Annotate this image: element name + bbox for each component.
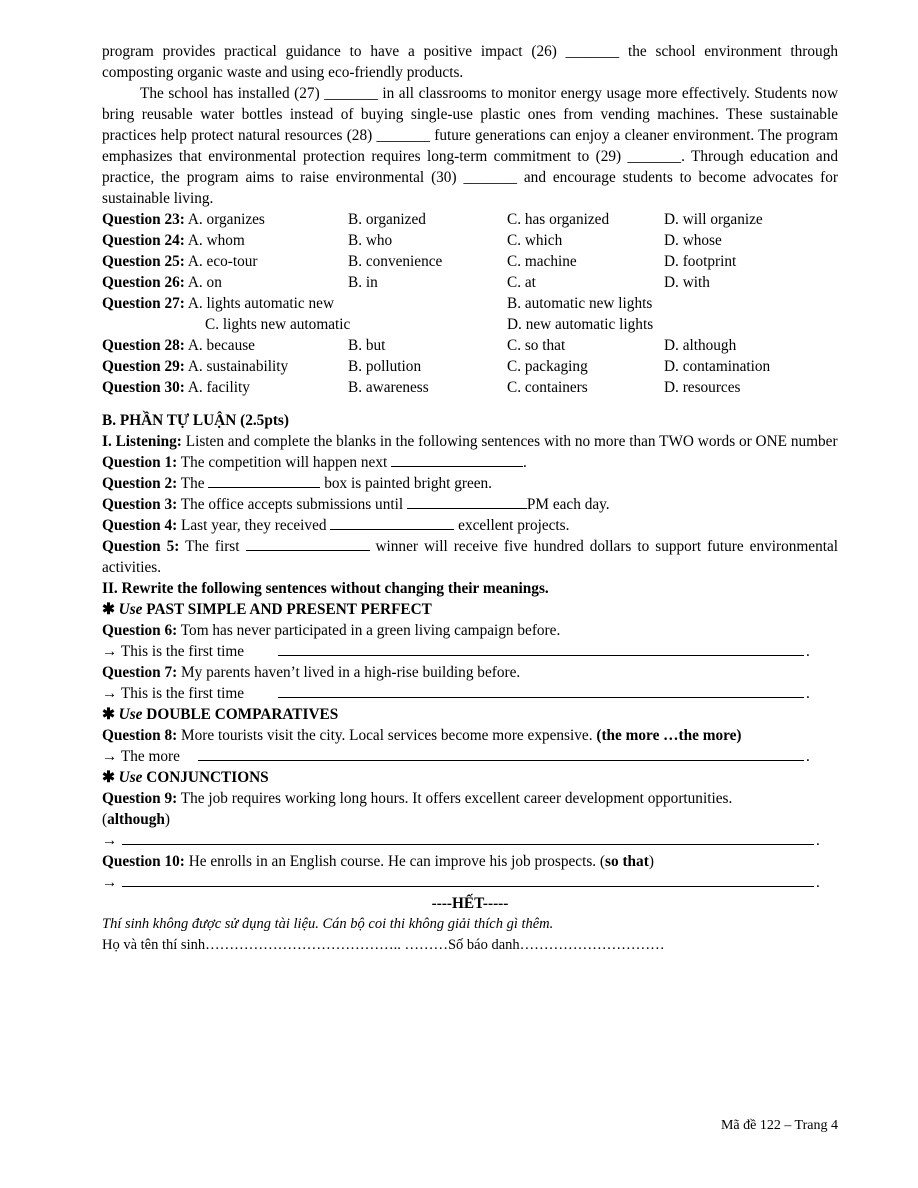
mcq-row [102,377,838,398]
question-label: Question 25: [102,253,185,270]
rewrite-question-8: Question 8: More tourists visit the city. Local services become more expensive. (the more …the more) [102,727,742,744]
listening-instructions: I. Listening: Listen and complete the blanks in the following sentences with no more than TWO words or ONE number [102,433,838,450]
answer-blank[interactable] [208,473,320,488]
listening-question-2: Question 2: The box is painted bright green. [102,475,493,492]
option-a: A. sustainability [187,358,289,375]
answer-line-6[interactable]: → This is the first time . [102,643,810,660]
option-a: A. whom [187,232,245,249]
option-a: A. on [187,274,222,291]
option-a: A. eco-tour [187,253,258,270]
exam-note: Thí sinh không được sử dụng tài liệu. Cán bộ coi thi không giải thích gì thêm. [102,916,554,932]
use-tip-double-comparatives: ✱ Use DOUBLE COMPARATIVES [102,706,339,723]
mcq-row [102,356,838,377]
rewrite-question-9: Question 9: The job requires working long hours. It offers excellent career development opportunities. (although) [102,790,733,828]
passage-paragraph-2: The school has installed (27) _______ in all classrooms to monitor energy usage more effectively. Students now bring reusable water bottles instead of buying single-use plastic ones from vending machines. These sustainable practices help protect natural resources (28) _______ future generations can enjoy a cleaner environment. The program emphasizes that environmental protection requires long-term commitment to (29) _______. Through education and practice, the program aims to raise environmental (30) _______ and encourage students to become advocates for sustainable living. [102,85,838,207]
option-b: B. pollution [348,358,422,375]
option-c: C. containers [507,379,588,396]
option-d: D. contamination [664,358,771,375]
candidate-info: Họ và tên thí sinh………………………………….. ………Số báo danh………………………… [102,937,665,953]
mcq-row [102,293,838,314]
option-d: D. with [664,274,710,291]
question-label: Question 29: [102,358,185,375]
answer-line-7[interactable]: → This is the first time . [102,685,810,702]
answer-line-10[interactable]: → . [102,874,820,891]
question-label: Question 27: [102,295,185,312]
mcq-row [102,272,838,293]
answer-blank[interactable] [391,452,523,467]
option-c: C. so that [507,337,566,354]
rewrite-question-10: Question 10: He enrolls in an English course. He can improve his job prospects. (so that) [102,853,654,870]
mcq-row [102,209,838,230]
listening-question-5: Question 5: The first winner will receive five hundred dollars to support future environmental activities. [102,538,839,576]
option-b: B. but [348,337,386,354]
option-c: C. packaging [507,358,588,375]
use-tip-past-simple: ✱ Use PAST SIMPLE AND PRESENT PERFECT [102,601,432,618]
option-b: B. automatic new lights [507,295,653,312]
option-a: A. facility [187,379,250,396]
option-b: B. who [348,232,393,249]
option-a: A. organizes [187,211,265,228]
part-b-heading: B. PHẦN TỰ LUẬN (2.5pts) [102,412,289,429]
option-c: C. which [507,232,563,249]
option-c: C. has organized [507,211,610,228]
option-b: B. in [348,274,378,291]
option-c: C. at [507,274,536,291]
option-b: B. organized [348,211,426,228]
mcq-list [102,209,838,398]
rewrite-heading: II. Rewrite the following sentences without changing their meanings. [102,580,549,597]
listening-question-1: Question 1: The competition will happen next . [102,454,527,471]
option-c: C. machine [507,253,577,270]
question-label: Question 26: [102,274,185,291]
passage-paragraph-1: program provides practical guidance to have a positive impact (26) _______ the school environment through composting organic waste and using eco-friendly products. [102,43,838,81]
asterisk-icon: ✱ [102,769,115,786]
question-label: Question 23: [102,211,185,228]
option-a: A. lights automatic new [187,295,335,312]
use-tip-conjunctions: ✱ Use CONJUNCTIONS [102,769,269,786]
answer-blank[interactable] [330,515,454,530]
option-a: A. because [187,337,255,354]
rewrite-question-7: Question 7: My parents haven’t lived in a high-rise building before. [102,664,521,681]
option-d: D. whose [664,232,722,249]
rewrite-question-6: Question 6: Tom has never participated in a green living campaign before. [102,622,561,639]
listening-question-3: Question 3: The office accepts submissions until PM each day. [102,496,610,513]
answer-line-9[interactable]: → . [102,832,820,849]
option-d: D. footprint [664,253,737,270]
asterisk-icon: ✱ [102,706,115,723]
part-b [102,410,838,956]
exam-page [102,41,838,956]
question-label: Question 28: [102,337,185,354]
mcq-row [102,335,838,356]
option-d: D. new automatic lights [507,316,654,333]
listening-question-4: Question 4: Last year, they received excellent projects. [102,517,570,534]
option-b: B. awareness [348,379,429,396]
question-label: Question 30: [102,379,185,396]
mcq-row [102,314,838,335]
answer-line-8[interactable]: → The more . [102,748,810,765]
asterisk-icon: ✱ [102,601,115,618]
answer-blank[interactable] [407,494,527,509]
mcq-row [102,251,838,272]
mcq-row [102,230,838,251]
end-mark: ----HẾT----- [431,895,509,912]
page-footer: Mã đề 122 – Trang 4 [720,1118,838,1133]
option-c: C. lights new automatic [205,316,351,333]
question-label: Question 24: [102,232,185,249]
option-d: D. will organize [664,211,763,228]
option-b: B. convenience [348,253,443,270]
option-d: D. although [664,337,737,354]
option-d: D. resources [664,379,741,396]
answer-blank[interactable] [246,536,370,551]
